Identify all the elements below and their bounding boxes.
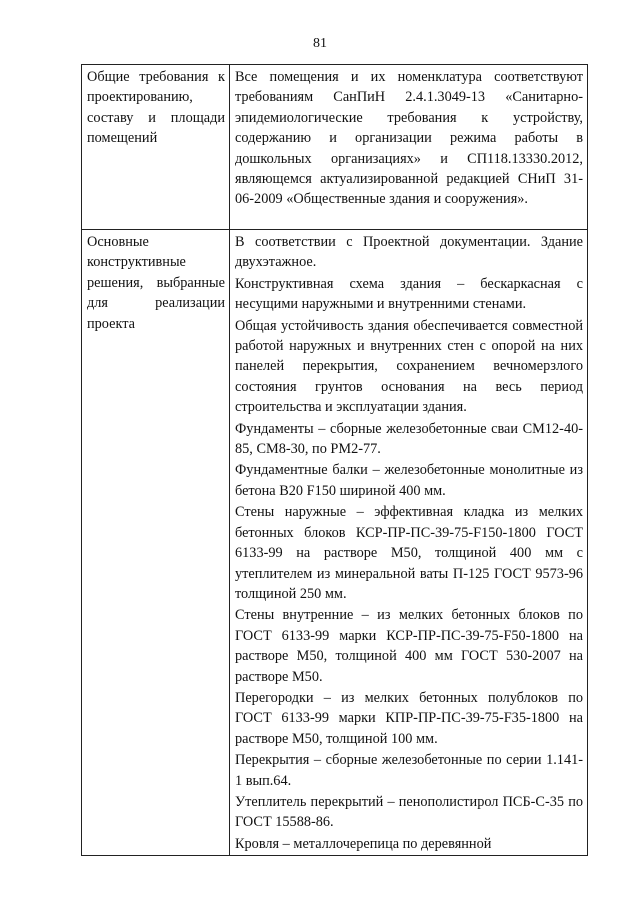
page-number: 81	[313, 36, 327, 51]
content-paragraph: Все помещения и их номенклатура соответствуют требованиям СанПиН 2.4.1.3049-13 «Санитарно-эпидемиологические требования к устройству, содержанию и организации режима работы в дошкольных организациях» и СП118.13330.2012, являющемся актуализированной редакцией СНиП 31-06-2009 «Общественные здания и сооружения».	[235, 69, 583, 208]
requirements-table	[81, 64, 588, 856]
row-content	[230, 230, 588, 856]
content-paragraph: Конструктивная схема здания – бескаркасная с несущими наружными и внутренними стенами.	[235, 275, 583, 313]
row-label: Основные конструктивные решения, выбранные для реализации проекта	[82, 230, 230, 856]
table-row	[82, 65, 588, 230]
content-paragraph: Утеплитель перекрытий – пенополистирол ПСБ-С-35 по ГОСТ 15588-86.	[235, 793, 583, 831]
content-paragraph: Стены наружные – эффективная кладка из мелких бетонных блоков КСР-ПР-ПС-39-75-F150-1800 ГОСТ 6133-99 на растворе М50, толщиной 400 мм с утеплителем из минеральной ваты П-125 ГОСТ 9573-96 толщиной 250 мм.	[235, 504, 583, 602]
row-content	[230, 65, 588, 230]
content-paragraph: Фундаменты – сборные железобетонные сваи СМ12-40-85, СМ8-30, по РМ2-77.	[235, 420, 583, 458]
content-paragraph: В соответствии с Проектной документации. Здание двухэтажное.	[235, 234, 583, 271]
row-label: Общие требования к проектированию, составу и площади помещений	[82, 65, 230, 230]
content-paragraph: Кровля – металлочерепица по деревянной	[235, 835, 492, 852]
table-row	[82, 230, 588, 856]
content-paragraph: Фундаментные балки – железобетонные монолитные из бетона В20 F150 шириной 400 мм.	[235, 462, 583, 499]
content-paragraph: Стены внутренние – из мелких бетонных блоков по ГОСТ 6133-99 марки КСР-ПР-ПС-39-75-F50-1800 на растворе М50, толщиной 400 мм ГОСТ 530-2007 на растворе М50.	[235, 607, 583, 685]
content-paragraph: Перегородки – из мелких бетонных полублоков по ГОСТ 6133-99 марки КПР-ПР-ПС-39-75-F35-1800 на растворе М50, толщиной 100 мм.	[235, 689, 583, 747]
content-paragraph: Общая устойчивость здания обеспечивается совместной работой наружных и внутренних стен с опорой на них панелей перекрытия, сохранением вечномерзлого состояния грунтов основания на весь период строительства и эксплуатации здания.	[235, 317, 583, 416]
content-paragraph: Перекрытия – сборные железобетонные по серии 1.141-1 вып.64.	[235, 752, 583, 789]
